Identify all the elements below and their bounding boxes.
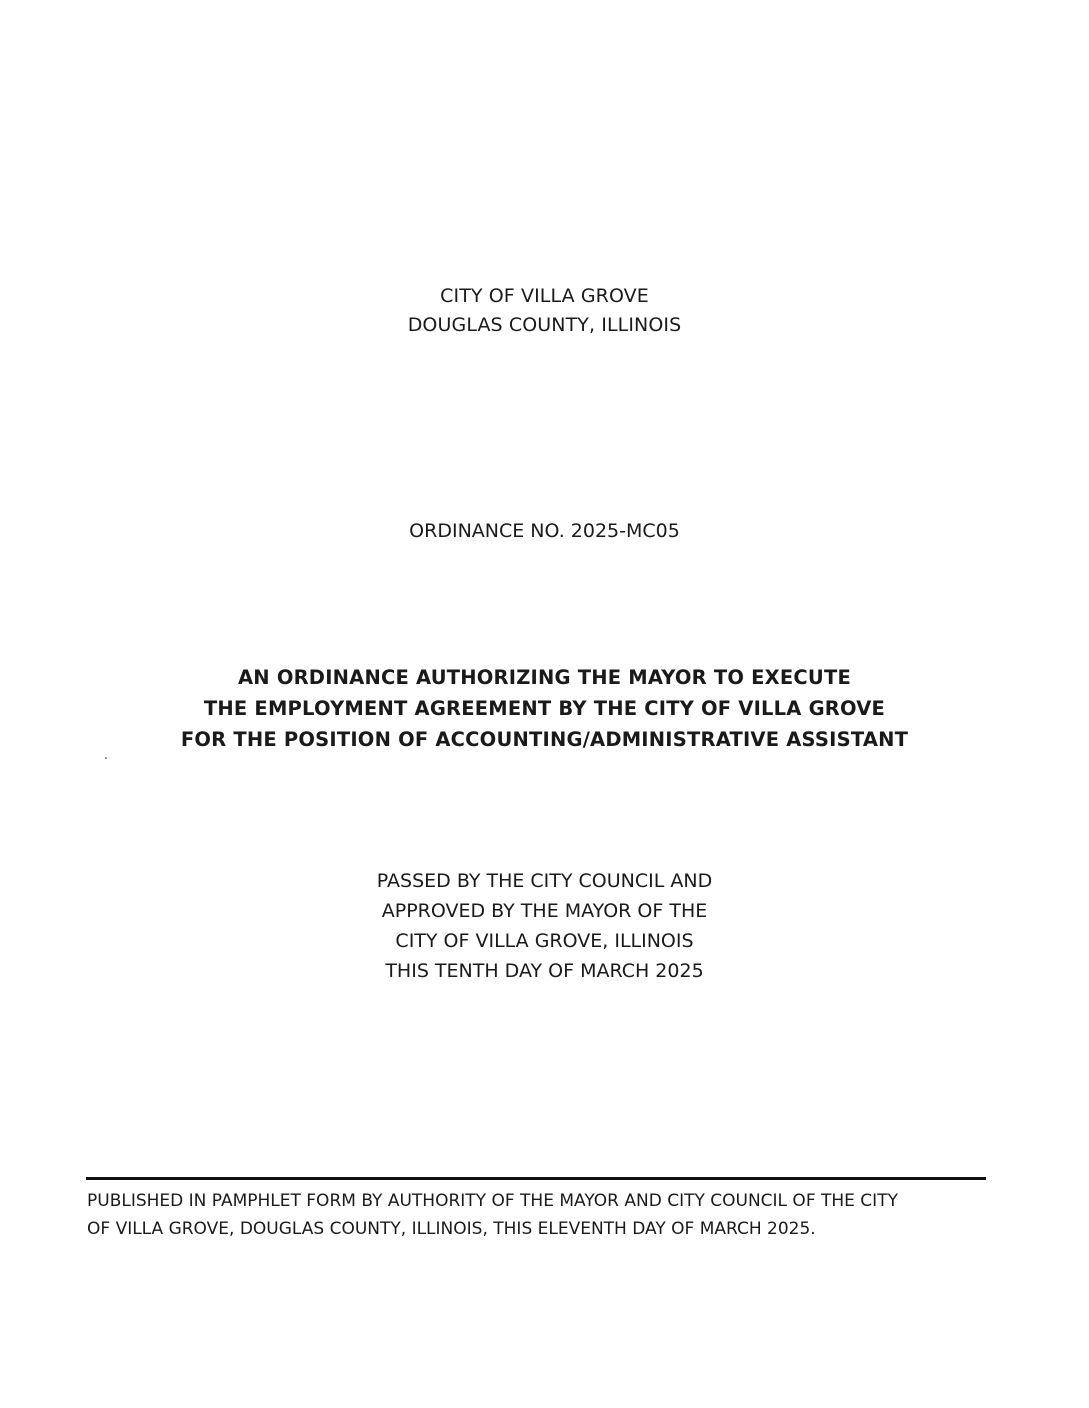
title-line: THE EMPLOYMENT AGREEMENT BY THE CITY OF VILLA GROVE xyxy=(203,697,886,720)
city-name: CITY OF VILLA GROVE xyxy=(440,285,649,307)
passage-line: PASSED BY THE CITY COUNCIL AND xyxy=(376,870,713,892)
ordinance-title xyxy=(0,662,1089,755)
ordinance-number: ORDINANCE NO. 2025-MC05 xyxy=(409,520,680,542)
passage-line: APPROVED BY THE MAYOR OF THE xyxy=(381,900,708,922)
publication-divider xyxy=(86,1177,986,1180)
passage-line: CITY OF VILLA GROVE, ILLINOIS xyxy=(395,930,694,952)
passage-statement xyxy=(0,866,1089,986)
passage-line: THIS TENTH DAY OF MARCH 2025 xyxy=(385,960,704,982)
scan-speck xyxy=(105,757,107,759)
title-line: AN ORDINANCE AUTHORIZING THE MAYOR TO EXECUTE xyxy=(238,666,851,689)
publication-line: PUBLISHED IN PAMPHLET FORM BY AUTHORITY OF THE MAYOR AND CITY COUNCIL OF THE CITY xyxy=(87,1191,898,1211)
publication-notice xyxy=(87,1187,992,1243)
county-state: DOUGLAS COUNTY, ILLINOIS xyxy=(407,314,682,336)
jurisdiction-header xyxy=(0,282,1089,340)
publication-line: OF VILLA GROVE, DOUGLAS COUNTY, ILLINOIS, THIS ELEVENTH DAY OF MARCH 2025. xyxy=(87,1219,816,1239)
title-line: FOR THE POSITION OF ACCOUNTING/ADMINISTRATIVE ASSISTANT xyxy=(180,728,909,751)
